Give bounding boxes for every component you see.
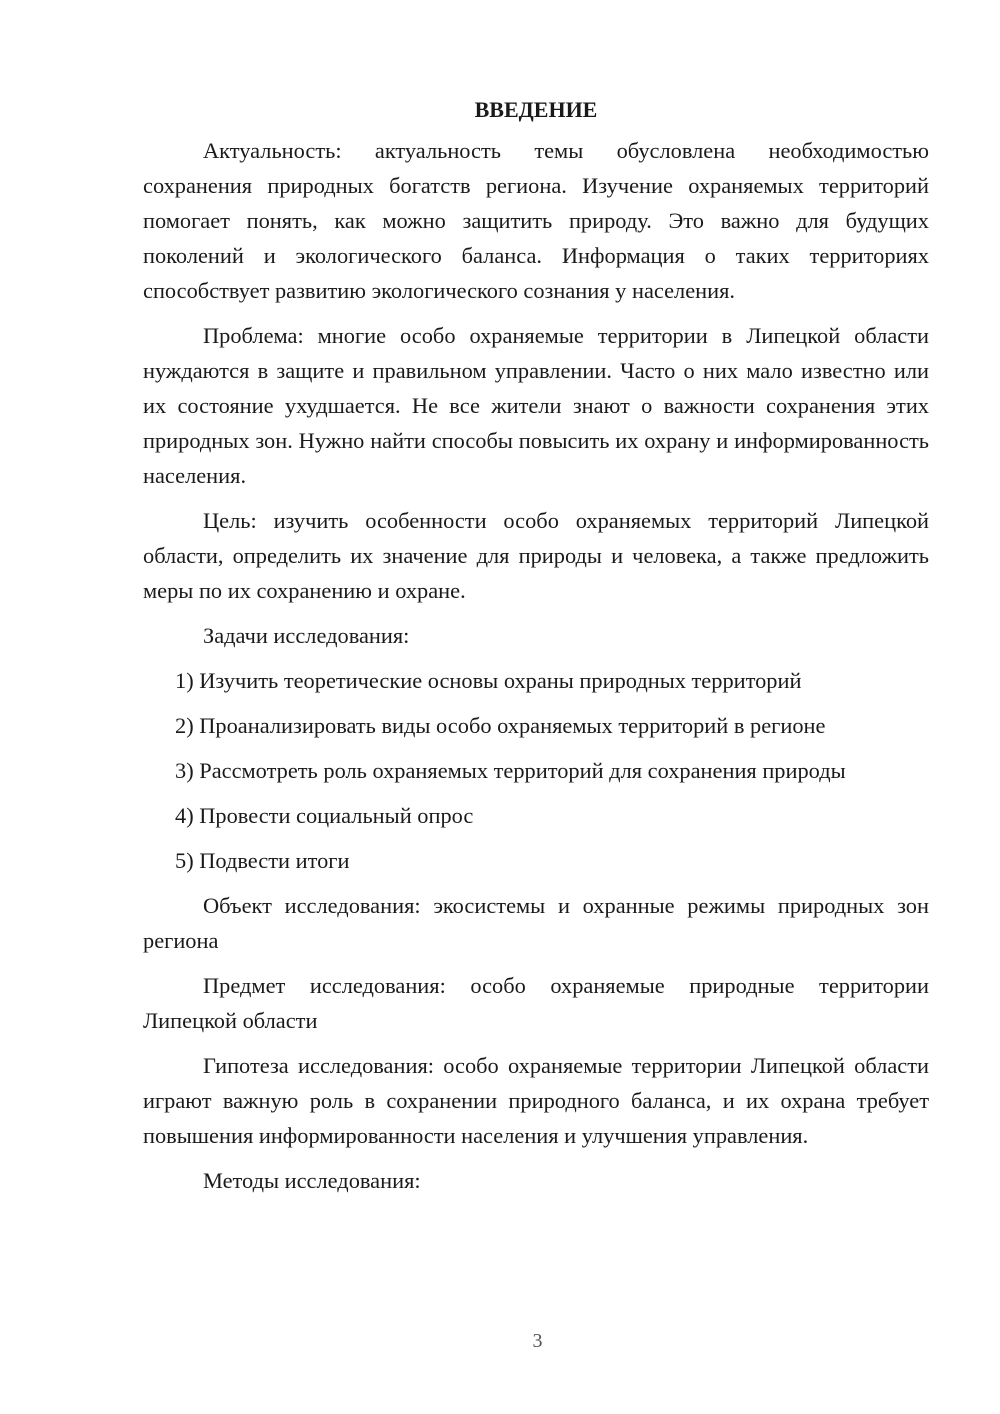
task-item: 2) Проанализировать виды особо охраняемых территорий в регионе (175, 713, 826, 738)
tasks-list (143, 663, 929, 878)
subject-paragraph: Предмет исследования: особо охраняемые природные территории Липецкой области (143, 973, 929, 1033)
task-item: 3) Рассмотреть роль охраняемых территорий для сохранения природы (175, 758, 846, 783)
methods-paragraph: Методы исследования: (203, 1168, 421, 1193)
task-item: 4) Провести социальный опрос (175, 803, 474, 828)
tasks-heading: Задачи исследования: (203, 623, 410, 648)
goal-paragraph: Цель: изучить особенности особо охраняемых территорий Липецкой области, определить их значение для природы и человека, а также предложить меры по их сохранению и охране. (143, 508, 929, 603)
relevance-paragraph: Актуальность: актуальность темы обусловлена необходимостью сохранения природных богатств региона. Изучение охраняемых территорий помогает понять, как можно защитить природу. Это важно для будущих поколений и экологического баланса. Информация о таких территориях способствует развитию экологического сознания у населения. (143, 138, 929, 303)
problem-paragraph: Проблема: многие особо охраняемые территории в Липецкой области нуждаются в защите и правильном управлении. Часто о них мало известно или их состояние ухудшается. Не все жители знают о важности сохранения этих природных зон. Нужно найти способы повысить их охрану и информированность населения. (143, 323, 929, 488)
object-paragraph: Объект исследования: экосистемы и охранные режимы природных зон региона (143, 893, 929, 953)
task-item: 1) Изучить теоретические основы охраны природных территорий (175, 668, 802, 693)
hypothesis-paragraph: Гипотеза исследования: особо охраняемые территории Липецкой области играют важную роль в сохранении природного баланса, и их охрана требует повышения информированности населения и улучшения управления. (143, 1053, 929, 1148)
task-item: 5) Подвести итоги (175, 848, 350, 873)
section-title: ВВЕДЕНИЕ (474, 97, 598, 122)
page-content (143, 92, 929, 1208)
page-number: 3 (532, 1330, 543, 1352)
